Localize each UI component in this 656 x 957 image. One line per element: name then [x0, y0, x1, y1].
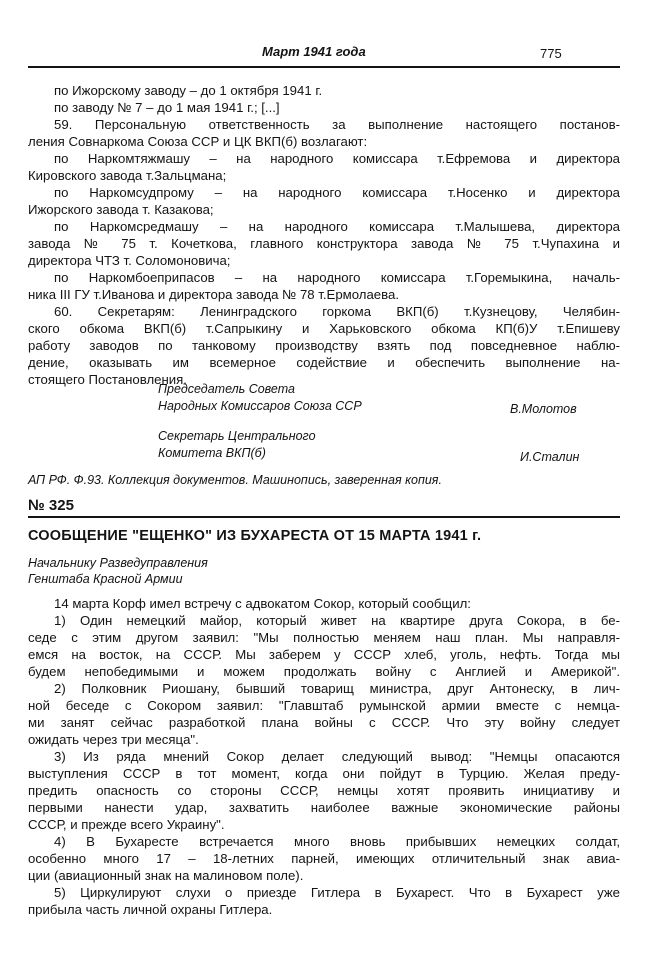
text-line: по заводу № 7 – до 1 мая 1941 г.; [...]: [54, 100, 280, 115]
text-line: особенно много 17 – 18-летних парней, имеющих отличительный знак авиа-: [28, 851, 620, 866]
page-number: 775: [540, 46, 562, 61]
header-rule: [28, 66, 620, 68]
text-line: 2) Полковник Риошану, бывший товарищ министра, друг Антонеску, в лич-: [54, 681, 620, 696]
text-line: 60. Секретарям: Ленинградского горкома ВКП(б) т.Кузнецову, Челябин-: [54, 304, 620, 319]
text-line: первыми нанести удар, захватить наиболее важные экономические районы: [28, 800, 620, 815]
signatory-title: Председатель Совета: [158, 382, 295, 396]
text-line: седе с этим другом заявил: "Мы полностью меняем наш план. Мы направля-: [28, 630, 620, 645]
text-line: по Ижорскому заводу – до 1 октября 1941 г.: [54, 83, 323, 98]
text-line: предить опасность со стороны СССР, немцы хотят проявить инициативу и: [28, 783, 620, 798]
text-line: по Наркомтяжмашу – на народного комиссара т.Ефремова и директора: [54, 151, 620, 166]
text-line: по Наркомсудпрому – на народного комиссара т.Носенко и директора: [54, 185, 620, 200]
text-line: завода № 75 т. Кочеткова, главного конструктора завода № 75 т.Чупахина и: [28, 236, 620, 251]
text-line: будем непобедимыми и можем продолжать войну с Англией и Америкой".: [28, 664, 620, 679]
signatory-title: Секретарь Центрального: [158, 429, 316, 443]
text-line: ника III ГУ т.Иванова и директора завода № 78 т.Ермолаева.: [28, 287, 399, 302]
text-line: ожидать через три месяца".: [28, 732, 199, 747]
text-line: ми занят сейчас разработкой плана войны с СССР. Что эту войну следует: [28, 715, 620, 730]
text-line: емся на восток, на СССР. Мы заберем у СССР хлеб, уголь, нефть. Тогда мы: [28, 647, 620, 662]
document-rule: [28, 516, 620, 518]
running-title: Март 1941 года: [262, 44, 366, 59]
text-line: ции (авиационный знак на малиновом поле).: [28, 868, 304, 883]
document-title: СООБЩЕНИЕ "ЕЩЕНКО" ИЗ БУХАРЕСТА ОТ 15 МАРТА 1941 г.: [28, 528, 482, 544]
signatory-title: Народных Комиссаров Союза ССР: [158, 399, 362, 413]
addressee: Генштаба Красной Армии: [28, 572, 183, 586]
text-line: 3) Из ряда мнений Сокор делает следующий вывод: "Немцы опасаются: [54, 749, 620, 764]
text-line: по Наркомсредмашу – на народного комиссара т.Малышева, директора: [54, 219, 620, 234]
text-line: выступления СССР в тот момент, когда они пойдут в Турцию. Желая преду-: [28, 766, 620, 781]
text-line: прибыла часть личной охраны Гитлера.: [28, 902, 273, 917]
text-line: 5) Циркулируют слухи о приезде Гитлера в Бухарест. Что в Бухарест уже: [54, 885, 620, 900]
document-number: № 325: [28, 497, 74, 514]
text-line: работу заводов по танковому производству взять под повседневное наблю-: [28, 338, 620, 353]
text-line: Кировского завода т.Зальцмана;: [28, 168, 227, 183]
text-line: 14 марта Корф имел встречу с адвокатом Сокор, который сообщил:: [54, 596, 471, 611]
signatory-title: Комитета ВКП(б): [158, 446, 266, 460]
text-line: ления Совнаркома Союза ССР и ЦК ВКП(б) возлагают:: [28, 134, 368, 149]
text-line: ной беседе с Сокором заявил: "Главштаб румынской армии вместе с немца-: [28, 698, 620, 713]
archive-source: АП РФ. Ф.93. Коллекция документов. Машинопись, заверенная копия.: [28, 473, 442, 487]
text-line: 4) В Бухаресте встречается много вновь прибывших немецких солдат,: [54, 834, 620, 849]
text-line: ского обкома ВКП(б) т.Сапрыкину и Харьковского обкома КП(б)У т.Епишеву: [28, 321, 620, 336]
text-line: стоящего Постановления.: [28, 372, 187, 387]
text-line: Ижорского завода т. Казакова;: [28, 202, 214, 217]
text-line: директора ЧТЗ т. Соломоновича;: [28, 253, 231, 268]
text-line: 59. Персональную ответственность за выполнение настоящего постанов-: [54, 117, 620, 132]
text-line: СССР, и прежде всего Украину".: [28, 817, 225, 832]
text-line: 1) Один немецкий майор, который живет на квартире друга Сокора, в бе-: [54, 613, 620, 628]
text-line: по Наркомбоеприпасов – на народного комиссара т.Горемыкина, началь-: [54, 270, 620, 285]
signatory-name: И.Сталин: [520, 450, 580, 464]
signatory-name: В.Молотов: [510, 402, 577, 416]
addressee: Начальнику Разведуправления: [28, 556, 208, 570]
text-line: дение, оказывать им всемерное содействие и обеспечить выполнение на-: [28, 355, 620, 370]
